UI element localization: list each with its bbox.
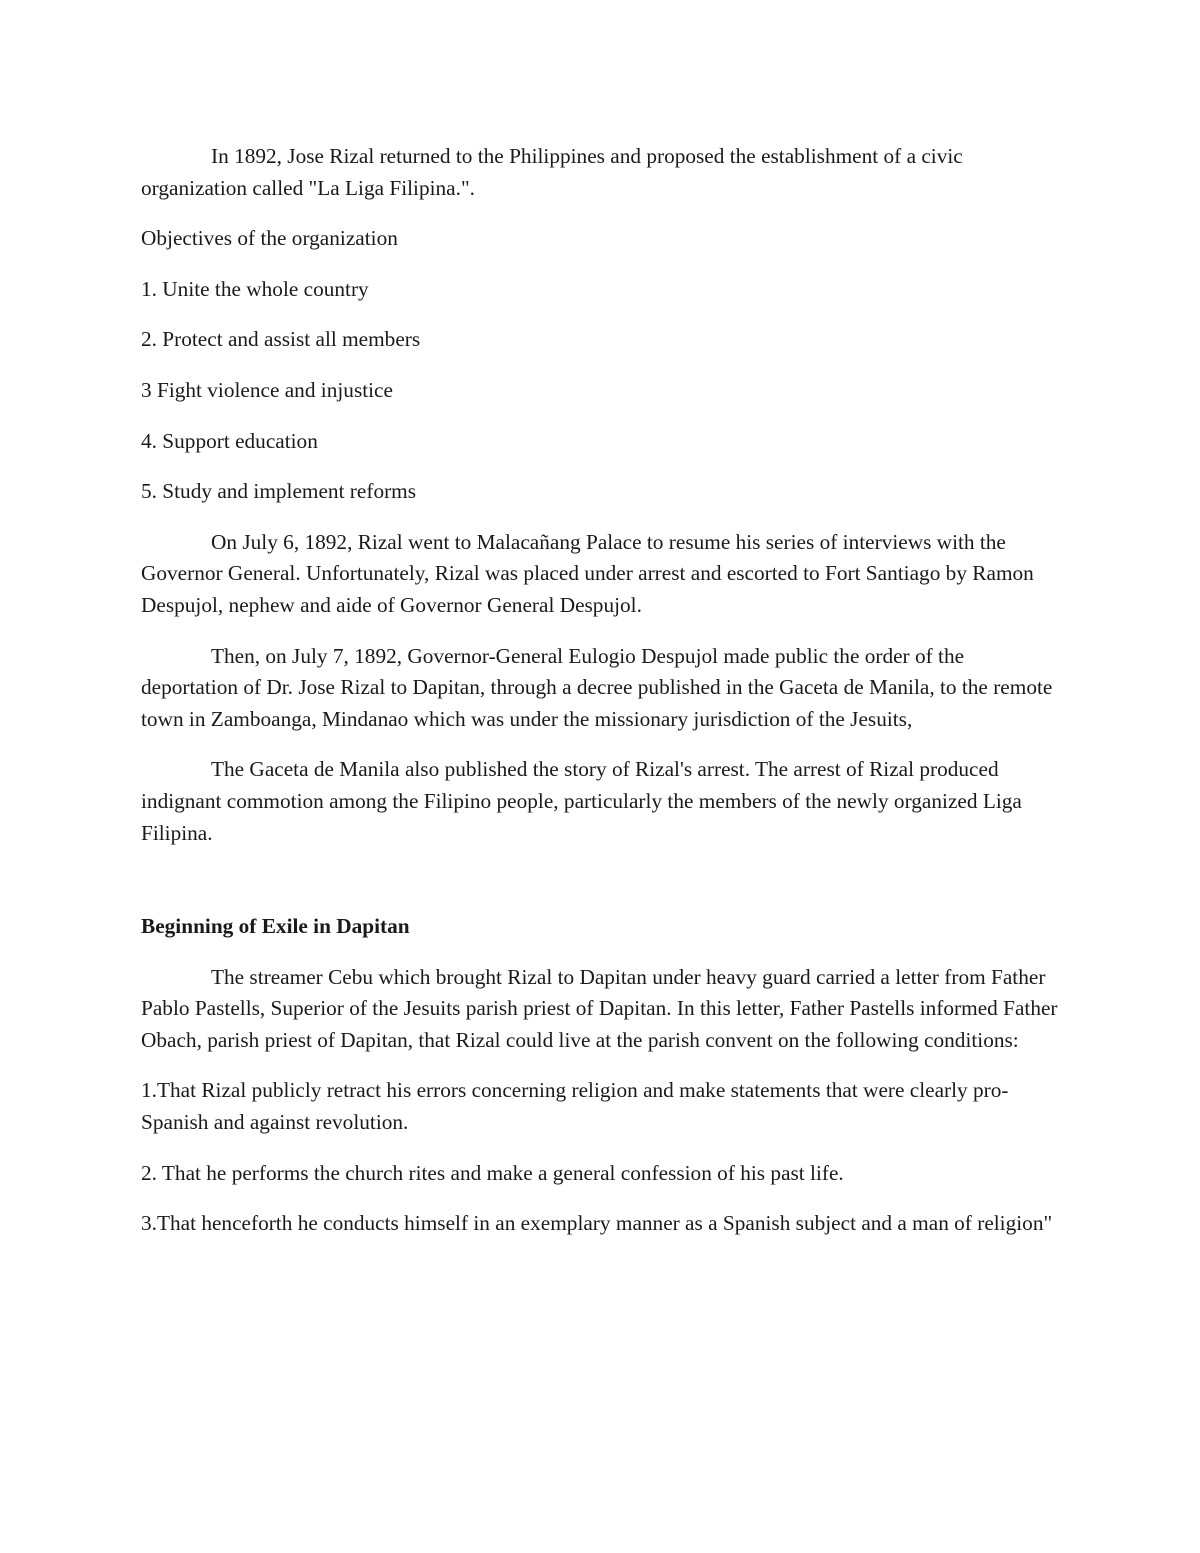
condition-item: 2. That he performs the church rites and make a general confession of his past life. — [141, 1160, 844, 1185]
objectives-title: Objectives of the organization — [141, 226, 398, 251]
objective-item: 3 Fight violence and injustice — [141, 377, 393, 402]
condition-item: 3.That henceforth he conducts himself in an exemplary manner as a Spanish subject and a man of religion" — [141, 1211, 1053, 1236]
objective-item: 4. Support education — [141, 428, 318, 453]
arrest-paragraph: On July 6, 1892, Rizal went to Malacañang Palace to resume his series of interviews with the Governor General. Unfortunately, Rizal was placed under arrest and escorted to Fort Santiago by Ramon Despujol, nephew and aide of Governor General Despujol. — [141, 529, 1034, 617]
section-heading: Beginning of Exile in Dapitan — [141, 914, 410, 939]
condition-item: 1.That Rizal publicly retract his errors concerning religion and make statements that were clearly pro-Spanish and against revolution. — [141, 1078, 1009, 1135]
objective-item: 5. Study and implement reforms — [141, 479, 417, 504]
gaceta-paragraph: The Gaceta de Manila also published the story of Rizal's arrest. The arrest of Rizal produced indignant commotion among the Filipino people, particularly the members of the newly organized Liga Filipina. — [141, 757, 1022, 845]
intro-paragraph: In 1892, Jose Rizal returned to the Philippines and proposed the establishment of a civic organization called "La Liga Filipina.". — [141, 144, 963, 200]
deportation-paragraph: Then, on July 7, 1892, Governor-General Eulogio Despujol made public the order of the deportation of Dr. Jose Rizal to Dapitan, through a decree published in the Gaceta de Manila, to the remote town in Zamboanga, Mindanao which was under the missionary jurisdiction of the Jesuits, — [141, 643, 1053, 731]
objective-item: 2. Protect and assist all members — [141, 327, 421, 352]
document-body — [141, 141, 1061, 1259]
letter-paragraph: The streamer Cebu which brought Rizal to Dapitan under heavy guard carried a letter from Father Pablo Pastells, Superior of the Jesuits parish priest of Dapitan. In this letter, Father Pastells informed Father Obach, parish priest of Dapitan, that Rizal could live at the parish convent on the following conditions: — [141, 964, 1058, 1052]
objective-item: 1. Unite the whole country — [141, 276, 369, 301]
